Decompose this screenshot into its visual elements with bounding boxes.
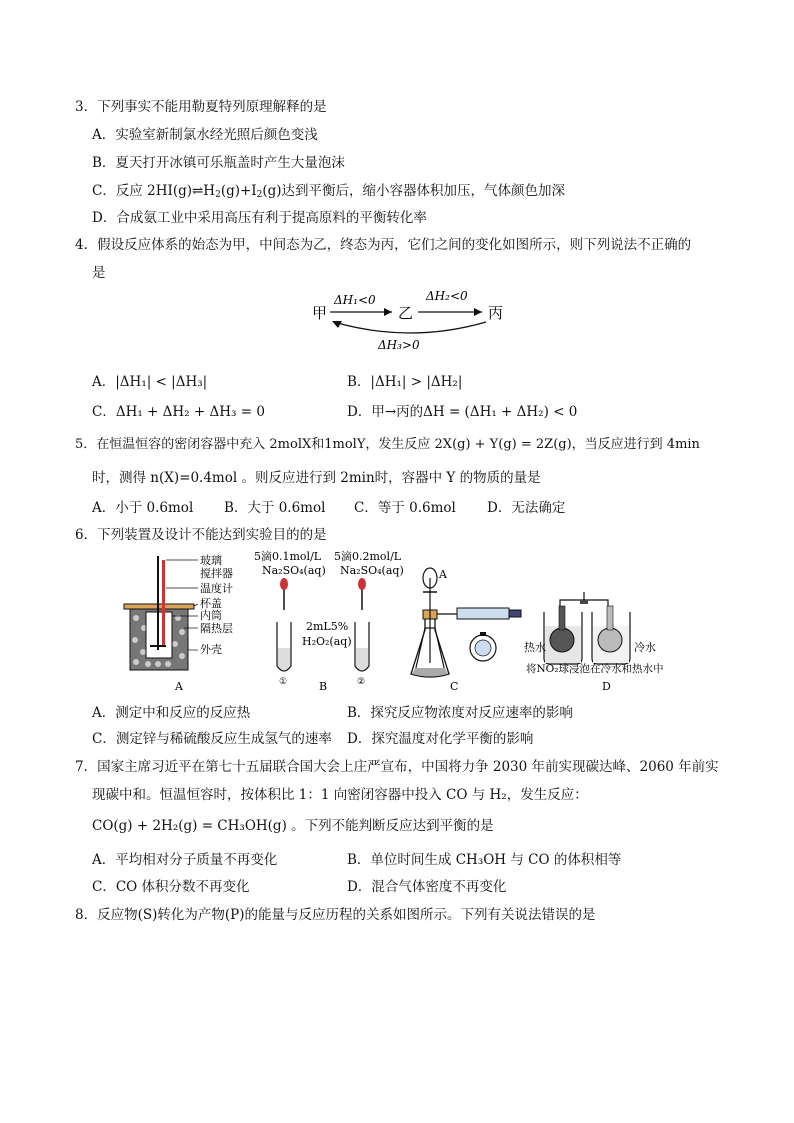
syringe — [457, 608, 509, 619]
q7-stem-line1: 7．国家主席习近平在第七十五届联合国大会上庄严宣布，中国将力争 2030 年前实现碳达峰、2060 年前实 — [75, 759, 719, 775]
svg-text:杯盖: 杯盖 — [200, 597, 222, 610]
q4-stem-line1: 4．假设反应体系的始态为甲，中间态为乙，终态为丙，它们之间的变化如图所示，则下列说法不正确的 — [75, 237, 692, 253]
q7-option-b: B．单位时间生成 CH₃OH 与 CO 的体积相等 — [347, 852, 622, 868]
svg-text:热水: 热水 — [524, 641, 546, 654]
thermometer — [162, 560, 165, 646]
q4-option-a: A．|ΔH₁| < |ΔH₃| — [92, 374, 208, 390]
q7-option-a: A．平均相对分子质量不再变化 — [92, 852, 278, 868]
q5-stem-line2: 时，测得 n(X)=0.4mol 。则反应进行到 2min时，容器中 Y 的物质的量是 — [92, 470, 541, 486]
q6-option-b: B．探究反应物浓度对反应速率的影响 — [347, 705, 573, 721]
svg-text:Na₂SO₄(aq): Na₂SO₄(aq) — [262, 564, 326, 577]
q3-stem: 3．下列事实不能用勒夏特列原理解释的是 — [75, 99, 327, 115]
q8-stem: 8．反应物(S)转化为产物(P)的能量与反应历程的关系如图所示。下列有关说法错误的是 — [75, 907, 596, 923]
figure-b-test-tubes — [248, 548, 408, 696]
q5-stem-line1: 5．在恒温恒容的密闭容器中充入 2molX和1molY，发生反应 2X(g) + Y(g) = 2Z(g)，当反应进行到 4min — [75, 437, 700, 452]
svg-text:隔热层: 隔热层 — [200, 622, 233, 635]
q4-stem-line2: 是 — [92, 265, 106, 281]
q4-option-b: B．|ΔH₁| > |ΔH₂| — [347, 374, 463, 390]
state-yi: 乙 — [398, 304, 414, 322]
state-jia: 甲 — [312, 304, 328, 322]
svg-text:外壳: 外壳 — [200, 643, 222, 656]
figure-d-no2-flasks — [522, 548, 672, 696]
state-bing: 丙 — [488, 304, 504, 322]
q6-stem: 6．下列装置及设计不能达到实验目的的是 — [75, 527, 327, 543]
svg-text:搅拌器: 搅拌器 — [200, 567, 233, 580]
figure-d-caption: D — [602, 680, 611, 693]
svg-text:5滴0.1mol/L: 5滴0.1mol/L — [254, 550, 322, 563]
q6-option-d: D．探究温度对化学平衡的影响 — [347, 731, 534, 747]
figure-c-flask-syringe — [405, 548, 535, 696]
svg-text:冷水: 冷水 — [634, 641, 656, 654]
enthalpy-cycle-diagram — [300, 282, 530, 357]
figure-a-caption: A — [175, 680, 183, 693]
q6-option-a: A．测定中和反应的反应热 — [92, 705, 251, 721]
q4-option-d: D．甲→丙的ΔH = (ΔH₁ + ΔH₂) < 0 — [347, 404, 578, 420]
svg-text:②: ② — [357, 677, 366, 687]
q7-stem-line3: CO(g) + 2H₂(g) = CH₃OH(g) 。下列不能判断反应达到平衡的是 — [92, 818, 494, 834]
q3-option-d: D．合成氨工业中采用高压有利于提高原料的平衡转化率 — [92, 210, 427, 226]
svg-text:Na₂SO₄(aq): Na₂SO₄(aq) — [340, 564, 404, 577]
q4-option-c: C．ΔH₁ + ΔH₂ + ΔH₃ = 0 — [92, 404, 265, 420]
svg-text:5滴0.2mol/L: 5滴0.2mol/L — [334, 550, 402, 563]
no2-bulb-cold — [598, 628, 622, 652]
q5-option-b: B．大于 0.6mol — [224, 500, 326, 516]
q5-option-d: D．无法确定 — [487, 500, 566, 516]
figure-b-caption: B — [319, 680, 328, 693]
svg-text:2mL5%: 2mL5% — [306, 620, 349, 633]
svg-text:将NO₂球浸泡在冷水和热水中: 将NO₂球浸泡在冷水和热水中 — [526, 663, 664, 675]
figure-a-calorimeter — [118, 548, 248, 696]
q3-option-a: A．实验室新制氯水经光照后颜色变浅 — [92, 127, 318, 143]
label-dh3: ΔH₃>0 — [378, 338, 420, 352]
q7-option-d: D．混合气体密度不再变化 — [347, 879, 507, 895]
svg-text:A: A — [439, 568, 447, 581]
q7-stem-line2: 现碳中和。恒温恒容时，按体积比 1：1 向密闭容器中投入 CO 与 H₂，发生反应： — [92, 787, 588, 803]
label-dh2: ΔH₂<0 — [426, 289, 468, 303]
arrow-bing-jia — [334, 322, 486, 333]
q3-option-b: B．夏天打开冰镇可乐瓶盖时产生大量泡沫 — [92, 155, 345, 171]
svg-text:玻璃: 玻璃 — [200, 554, 222, 567]
q5-option-a: A．小于 0.6mol — [92, 500, 194, 516]
no2-bulb-hot — [550, 628, 574, 652]
q6-option-c: C．测定锌与稀硫酸反应生成氢气的速率 — [92, 731, 332, 747]
svg-text:H₂O₂(aq): H₂O₂(aq) — [302, 635, 352, 648]
svg-text:内筒: 内筒 — [200, 609, 222, 622]
svg-text:温度计: 温度计 — [200, 582, 233, 595]
q3-option-c: C．反应 $2HI(g)\rightleftharpoons H_2(g)+I_2(g)$达到平衡后，缩小容器体积加压，气体颜色加深 — [92, 183, 566, 200]
figure-c-caption: C — [450, 680, 459, 693]
label-dh1: ΔH₁<0 — [334, 293, 376, 307]
q7-option-c: C．CO 体积分数不再变化 — [92, 879, 250, 895]
q5-option-c: C．等于 0.6mol — [354, 500, 456, 516]
svg-text:①: ① — [279, 677, 288, 687]
